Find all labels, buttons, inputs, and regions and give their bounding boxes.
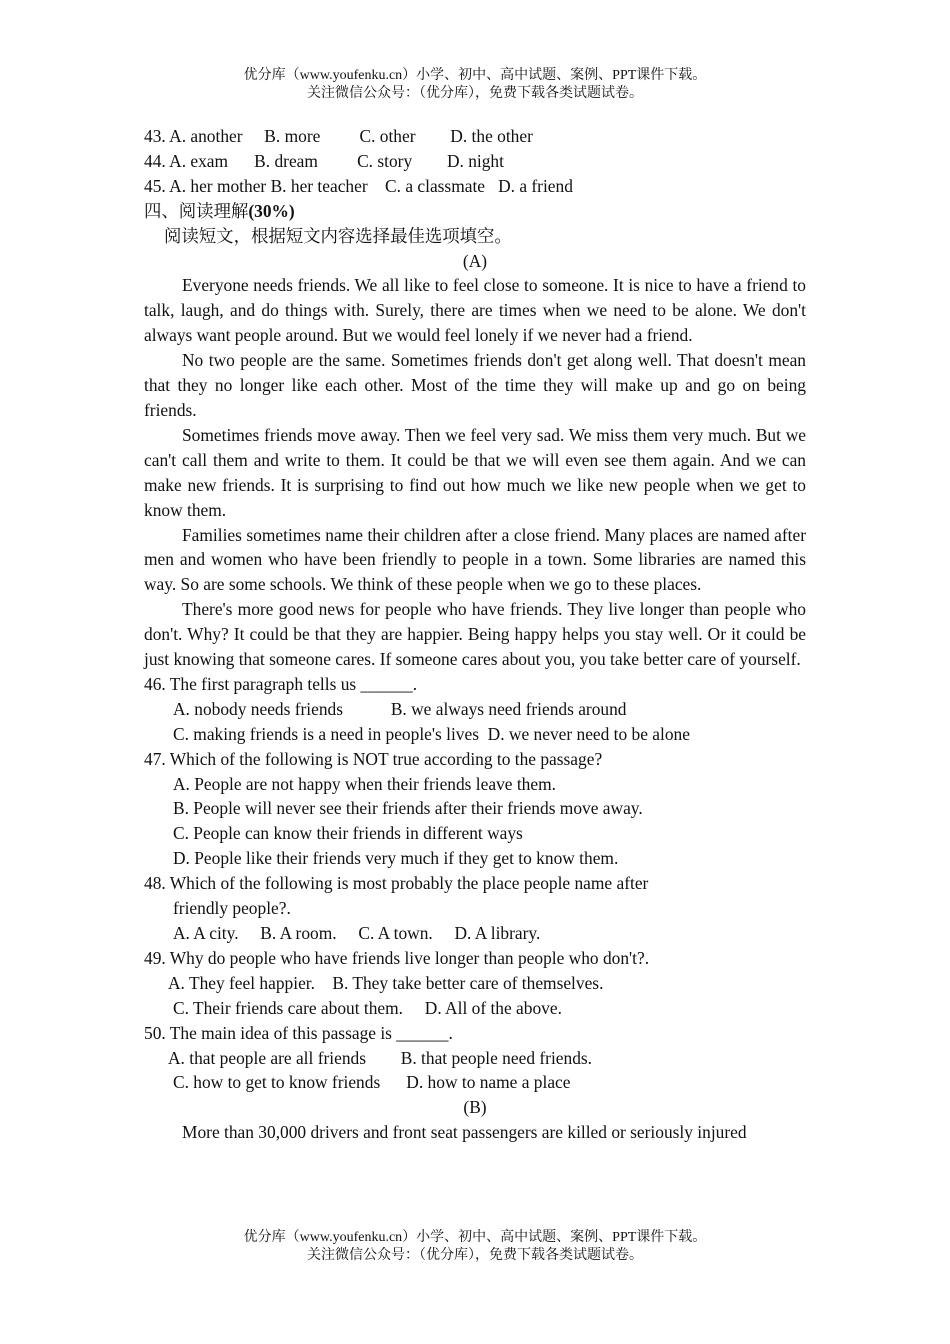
header-line-1: 优分库（www.youfenku.cn）小学、初中、高中试题、案例、PPT课件下载。 [243,68,707,83]
question-49-options-2: C. Their friends care about them. D. All of the above. [173,997,562,1018]
option-43-d: D. the other [450,126,533,146]
passage-a-paragraph-2: No two people are the same. Sometimes friends don't get along well. That doesn't mean that they no longer like each other. Most of the time they will make up and go on being friends. [144,350,806,420]
passage-b-label: (B) [463,1097,487,1118]
option-43-c: C. other [359,126,416,146]
question-46-options-2: C. making friends is a need in people's lives D. we never need to be alone [173,723,690,744]
option-45-c: C. a classmate [385,175,485,196]
question-43-options: 43. A. another B. more C. other D. the other [144,126,533,146]
question-45-options: 45. A. her mother B. her teacher C. a classmate D. a friend [144,175,573,196]
passage-a-paragraph-5: There's more good news for people who have friends. They live longer than people who don't. Why? It could be that they are happier. Being happy helps you stay well. Or it could be just knowing that someone cares. If someone cares about you, you take better care of yourself. [144,599,806,670]
option-43-b: B. more [264,126,321,146]
option-45-b: B. her teacher [270,175,368,196]
question-47-option-c: C. People can know their friends in different ways [173,823,523,844]
document-body [144,124,806,1145]
option-44-d: D. night [446,150,504,171]
question-50-stem: 50. The main idea of this passage is ______. [144,1022,453,1043]
section-heading [144,199,806,224]
passage-a-paragraph-1: Everyone needs friends. We all like to feel close to someone. It is nice to have a friend to talk, laugh, and do things with. Surely, there are times when we need to be alone. We don't always want people around. But we would feel lonely if we never had a friend. [144,275,806,346]
passage-a-label: (A) [462,250,488,271]
question-49-options-1: A. They feel happier. B. They take better care of themselves. [168,972,604,993]
header-line-2: 关注微信公众号：（优分库），免费下载各类试题试卷。 [307,86,643,101]
passage-b-first-line: More than 30,000 drivers and front seat passengers are killed or seriously injured [182,1122,747,1143]
question-47-option-b: B. People will never see their friends after their friends move away. [173,798,643,819]
section-score: (30%) [248,200,295,221]
page-header [0,67,950,103]
option-44-c: C. story [357,150,413,171]
question-46-options-1: A. nobody needs friends B. we always need friends around [173,698,627,719]
option-44-b: B. dream [254,150,318,171]
question-46-stem: 46. The first paragraph tells us ______. [144,673,418,694]
question-47-option-a: A. People are not happy when their friends leave them. [173,773,556,794]
section-instruction: 阅读短文，根据短文内容选择最佳选项填空。 [164,225,512,246]
question-49-stem: 49. Why do people who have friends live longer than people who don't?. [144,947,650,968]
footer-line-1: 优分库（www.youfenku.cn）小学、初中、高中试题、案例、PPT课件下载。 [243,1230,707,1245]
option-44-a: A. exam [169,150,229,171]
page-footer [0,1229,950,1265]
question-48-stem-1: 48. Which of the following is most probably the place people name after [144,873,649,894]
passage-a-paragraph-4: Families sometimes name their children after a close friend. Many places are named after men and women who have been friendly to people in a town. Some libraries are named this way. So are some schools. We think of these people when we go to these places. [144,524,806,595]
question-47-stem: 47. Which of the following is NOT true according to the passage? [144,748,603,769]
question-50-options-2: C. how to get to know friends D. how to name a place [173,1072,571,1093]
option-43-a: A. another [169,126,243,146]
question-48-options: A. A city. B. A room. C. A town. D. A library. [173,923,541,943]
footer-line-2: 关注微信公众号：（优分库），免费下载各类试题试卷。 [307,1248,643,1263]
option-45-d: D. a friend [498,175,573,196]
question-44-options: 44. A. exam B. dream C. story D. night [144,150,504,171]
question-47-option-d: D. People like their friends very much if they get to know them. [173,848,619,869]
section-title: 四、阅读理解 [144,200,249,221]
passage-a-paragraph-3: Sometimes friends move away. Then we feel very sad. We miss them very much. But we can't call them and write to them. It could be that we will even see them again. And we can make new friends. It is surprising to find out how much we like new people when we get to know them. [144,424,806,520]
question-50-options-1: A. that people are all friends B. that people need friends. [168,1047,592,1068]
question-48-stem-2: friendly people?. [173,898,291,919]
option-45-a: A. her mother [169,175,267,196]
